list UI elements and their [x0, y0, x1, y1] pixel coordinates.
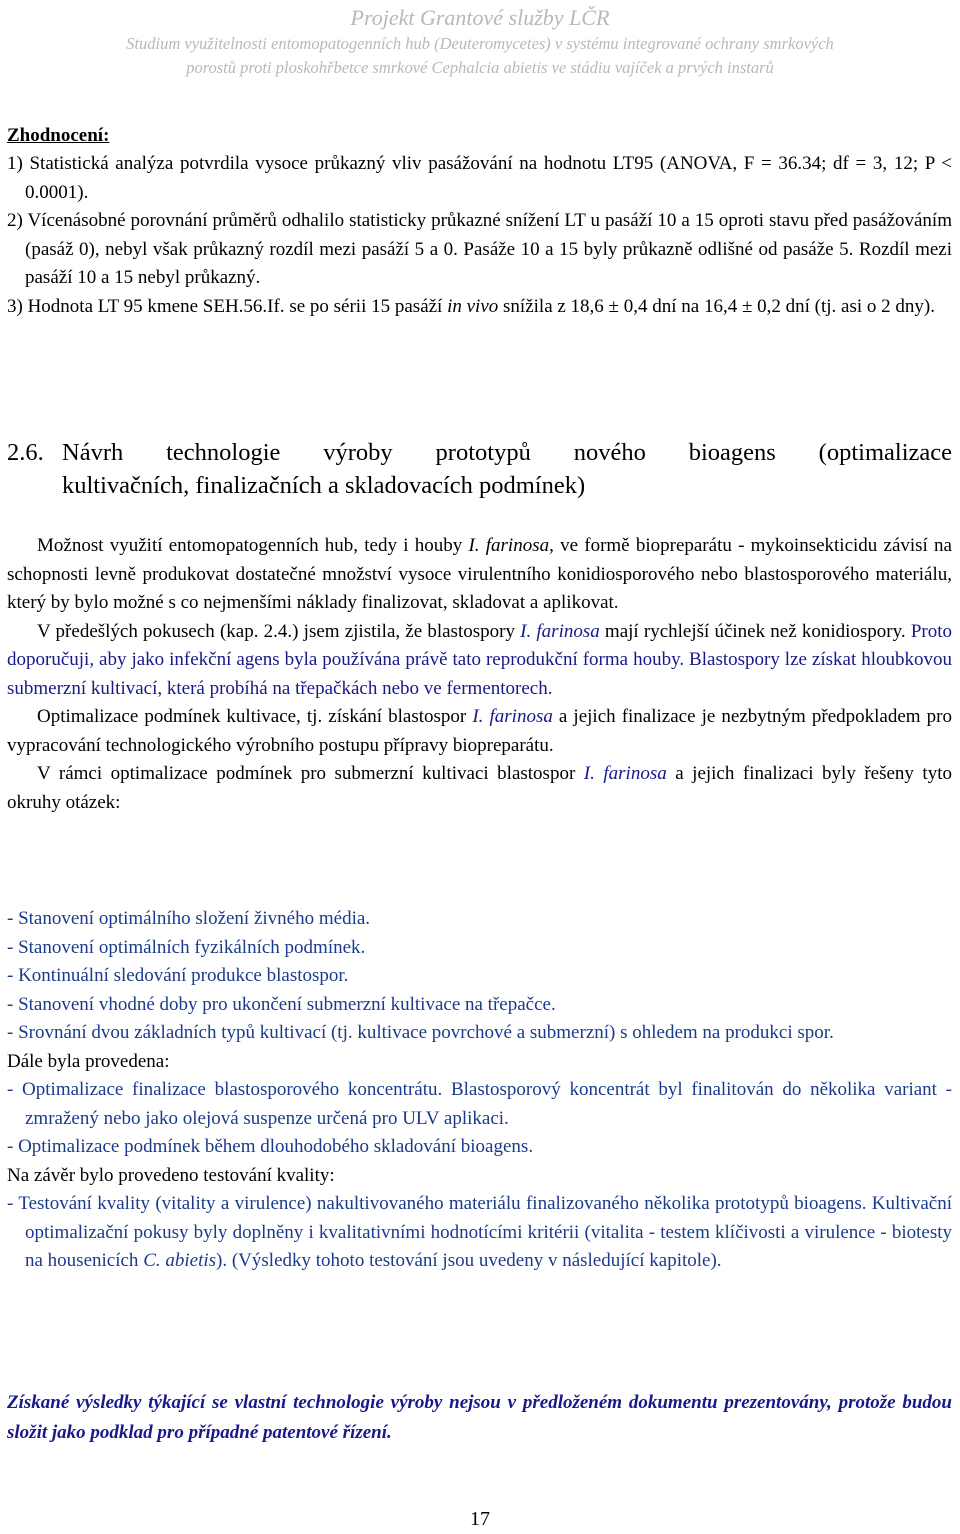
- p2-italic: I. farinosa: [520, 620, 600, 642]
- body-paragraph-4: [7, 760, 952, 817]
- p3-text-a: Optimalizace podmínek kultivace, tj. získání blastospor: [37, 706, 473, 727]
- p4-text-a: V rámci optimalizace podmínek pro submerzní kultivaci blastospor: [37, 763, 584, 784]
- p3-italic: I. farinosa: [472, 706, 553, 727]
- p4-text-b: a jejich finalizaci byly řešeny tyto okruhy otázek:: [7, 763, 952, 813]
- section-number: 2.6.: [7, 439, 44, 466]
- p2-text-b: mají rychlejší účinek než konidiospory.: [599, 620, 911, 642]
- question-item-4: - Stanovení vhodné doby pro ukončení submerzní kultivace na třepačce.: [7, 993, 556, 1015]
- p2-text-c: Proto doporučuji, aby jako infekční agens byla používána právě tato reprodukční forma houby. Blastospory lze získat hloubkovou submerzní kultivací, která probíhá na třepačkách nebo ve fermentorech.: [7, 620, 952, 699]
- evaluation-item-3-text-b: snížila z 18,6 ± 0,4 dní na 16,4 ± 0,2 dní (tj. asi o 2 dny).: [498, 295, 935, 317]
- evaluation-item-3: [7, 293, 952, 322]
- quality-item: [7, 1190, 952, 1276]
- body-paragraph-3: [7, 703, 952, 760]
- evaluation-item-2: 2) Vícenásobné porovnání průměrů odhalilo statisticky průkazné snížení LT u pasáží 10 a 15 oproti stavu před pasážováním (pasáž 0), nebyl však průkazný rozdíl mezi pasáží 5 a 0. Pasáže 10 a 15 byly průkazně odlišné od pasáže 5. Rozdíl mezi pasáží 10 a 15 nebyl průkazný.: [7, 210, 952, 288]
- p2-text-a: V předešlých pokusech (kap. 2.4.) jsem zjistila, že blastospory: [37, 620, 521, 642]
- question-item-2: - Stanovení optimálních fyzikálních podmínek.: [7, 936, 366, 958]
- p3-text-b: a jejich finalizace je nezbytným předpokladem pro vypracování technologického výrobního postupu přípravy biopreparátu.: [7, 706, 952, 756]
- body-paragraph-1: [7, 532, 952, 618]
- p4-italic: I. farinosa: [583, 763, 667, 784]
- evaluation-item-3-text-a: 3) Hodnota LT 95 kmene SEH.56.If. se po sérii 15 pasáží: [7, 295, 448, 317]
- p1-text-a: Možnost využití entomopatogenních hub, tedy i houby: [37, 535, 469, 556]
- section-heading: [7, 436, 952, 502]
- section-heading-line1: [7, 436, 952, 469]
- quality-item-text-a: - Testování kvality (vitality a virulence) nakultivovaného materiálu finalizovaného několika prototypů bioagens. Kultivační optimalizační pokusy byly doplněny i kvalitativními hodnotícími kritérii (vitalita - testem klíčivosti a virulence - biotesty na housenicích: [7, 1193, 952, 1271]
- p1-italic: I. farinosa: [468, 535, 550, 556]
- evaluation-item-3-italic: in vivo: [447, 295, 499, 317]
- conclusion-note: Získané výsledky týkající se vlastní technologie výroby nejsou v předloženém dokumentu prezentovány, protože budou složit jako podklad pro případné patentové řízení.: [7, 1392, 952, 1443]
- study-title-line1: Studium využitelnosti entomopatogenních hub (Deuteromycetes) v systému integrované ochrany smrkových: [126, 34, 834, 53]
- section-title-line2: kultivačních, finalizačních a skladovacích podmínek): [62, 472, 586, 499]
- section-title-line1: Návrh technologie výroby prototypů nového bioagens (optimalizace: [62, 439, 952, 466]
- questions-list: [7, 905, 952, 1276]
- page-header: [0, 4, 960, 80]
- body-paragraph-2: [7, 618, 952, 704]
- study-title-line2: porostů proti ploskohřbetce smrkové Cephalcia abietis ve stádiu vajíček a prvých instarů: [186, 58, 774, 77]
- evaluation-item-1: 1) Statistická analýza potvrdila vysoce průkazný vliv pasážování na hodnotu LT95 (ANOVA, F = 36.34; df = 3, 12; P < 0.0001).: [7, 153, 952, 203]
- section-body: [7, 532, 952, 817]
- page-number: 17: [470, 1508, 490, 1530]
- quality-item-italic: C. abietis: [143, 1250, 217, 1271]
- quality-intro: Na závěr bylo provedeno testování kvality:: [7, 1164, 335, 1186]
- p1-text-b: , ve formě biopreparátu - mykoinsekticidu závisí na schopnosti levně produkovat dostatečné množství vysoce virulentního konidiosporového nebo blastosporového materiálu, který by bylo možné s co nejmenšími náklady finalizovat, skladovat a aplikovat.: [7, 535, 952, 613]
- also-done-item-1: - Optimalizace finalizace blastosporového koncentrátu. Blastosporový koncentrát byl finalitován do několika variant - zmražený nebo jako olejová suspenze určená pro ULV aplikaci.: [7, 1079, 952, 1129]
- question-item-1: - Stanovení optimálního složení živného média.: [7, 908, 371, 929]
- quality-item-text-b: ). (Výsledky tohoto testování jsou uvedeny v následující kapitole).: [216, 1250, 722, 1271]
- also-done-item-2: - Optimalizace podmínek během dlouhodobého skladování bioagens.: [7, 1136, 534, 1157]
- evaluation-list: [7, 150, 952, 321]
- question-item-3: - Kontinuální sledování produkce blastospor.: [7, 965, 349, 986]
- also-done-intro: Dále byla provedena:: [7, 1050, 170, 1072]
- question-item-5: - Srovnání dvou základních typů kultivací (tj. kultivace povrchové a submerzní) s ohledem na produkci spor.: [7, 1022, 834, 1043]
- evaluation-title: Zhodnocení:: [7, 125, 110, 146]
- project-title: Projekt Grantové služby LČR: [350, 5, 610, 30]
